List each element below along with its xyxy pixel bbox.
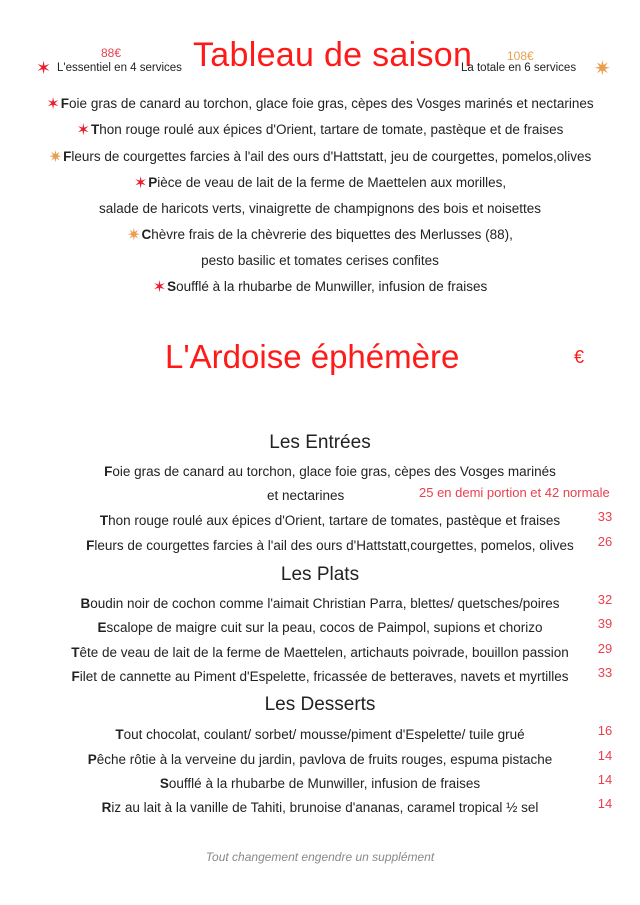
page-title: Tableau de saison — [193, 36, 473, 74]
tasting-item-text: Pièce de veau de lait de la ferme de Maettelen aux morilles, — [148, 175, 507, 190]
essentiel-price: 88€ — [101, 46, 122, 60]
entrees-item — [10, 512, 640, 530]
tasting-item-text: Fleurs de courgettes farcies à l'ail des ours d'Hattstatt, jeu de courgettes, pomelos,olives — [63, 149, 592, 164]
totale-label: La totale en 6 services — [461, 62, 577, 74]
desserts-item — [0, 799, 640, 817]
red-star-icon: ✶ — [152, 279, 167, 296]
currency-symbol: € — [574, 347, 585, 367]
desserts-heading: Les Desserts — [264, 694, 376, 715]
dish-price: 25 en demi portion et 42 normale — [419, 485, 610, 500]
dish-price: 14 — [597, 796, 613, 811]
tasting-item — [0, 174, 640, 193]
red-star-icon: ✶ — [46, 96, 60, 113]
dish-price: 16 — [597, 723, 613, 738]
tasting-item-text: Chèvre frais de la chèvrerie des biquettes des Merlusses (88), — [141, 227, 513, 242]
dish-name: Pêche rôtie à la verveine du jardin, pavlova de fruits rouges, espuma pistache — [87, 752, 553, 767]
entrees-heading: Les Entrées — [269, 432, 371, 453]
red-star-icon: ✶ — [76, 122, 91, 139]
tasting-item-text: Thon rouge roulé aux épices d'Orient, tartare de tomate, pastèque et de fraises — [91, 122, 564, 137]
tasting-item — [0, 226, 640, 245]
dish-name: Thon rouge roulé aux épices d'Orient, tartare de tomates, pastèque et fraises — [99, 513, 561, 528]
essentiel-label: L'essentiel en 4 services — [57, 62, 182, 74]
desserts-item — [0, 751, 640, 769]
red-star-icon: ✶ — [36, 58, 52, 78]
dish-price: 14 — [597, 748, 613, 763]
footer-note: Tout changement engendre un supplément — [205, 850, 435, 864]
dish-name-continued: et nectarines — [267, 488, 345, 503]
ardoise-title: L'Ardoise éphémère — [165, 338, 460, 375]
tasting-item — [0, 121, 640, 140]
dish-name: Tout chocolat, coulant/ sorbet/ mousse/piment d'Espelette/ tuile grué — [115, 727, 525, 742]
dish-name: Riz au lait à la vanille de Tahiti, brunoise d'ananas, caramel tropical ½ sel — [101, 800, 539, 815]
tasting-item — [0, 148, 640, 167]
totale-price: 108€ — [507, 49, 534, 63]
dish-price: 14 — [597, 772, 613, 787]
dish-name: Boudin noir de cochon comme l'aimait Christian Parra, blettes/ quetsches/poires — [80, 596, 560, 611]
desserts-item — [0, 726, 640, 744]
dish-price: 32 — [597, 592, 613, 607]
tasting-item-text: Foie gras de canard au torchon, glace foie gras, cèpes des Vosges marinés et nectarines — [60, 96, 594, 111]
dish-name: Foie gras de canard au torchon, glace foie gras, cèpes des Vosges marinés — [104, 464, 556, 479]
dish-name: Fleurs de courgettes farcies à l'ail des ours d'Hattstatt,courgettes, pomelos, olives — [86, 538, 574, 553]
entrees-item — [10, 537, 640, 555]
desserts-item — [0, 775, 640, 793]
tasting-item — [0, 95, 640, 114]
tasting-item — [0, 200, 640, 218]
tasting-item-text: Soufflé à la rhubarbe de Munwiller, infusion de fraises — [167, 279, 488, 294]
gold-star-icon: ✷ — [594, 58, 611, 80]
red-star-icon: ✶ — [133, 175, 148, 192]
dish-price: 29 — [597, 641, 613, 656]
plats-item — [0, 595, 640, 613]
tasting-item-text: pesto basilic et tomates cerises confites — [201, 253, 439, 268]
plats-item — [0, 668, 640, 686]
gold-star-icon: ✷ — [48, 149, 63, 166]
entrees-item — [10, 463, 640, 481]
dish-price: 39 — [597, 616, 613, 631]
dish-name: Filet de cannette au Piment d'Espelette, fricassée de betteraves, navets et myrtilles — [71, 669, 569, 684]
plats-item — [0, 644, 640, 662]
dish-name: Soufflé à la rhubarbe de Munwiller, infusion de fraises — [159, 776, 481, 791]
tasting-item — [0, 252, 640, 270]
dish-price: 33 — [597, 665, 613, 680]
plats-item — [0, 619, 640, 637]
dish-price: 33 — [597, 509, 613, 524]
plats-heading: Les Plats — [280, 564, 360, 585]
dish-name: Escalope de maigre cuit sur la peau, cocos de Paimpol, supions et chorizo — [97, 620, 543, 635]
dish-name: Tête de veau de lait de la ferme de Maettelen, artichauts poivrade, bouillon passion — [71, 645, 569, 660]
tasting-item — [0, 278, 640, 297]
gold-star-icon: ✷ — [127, 227, 141, 244]
tasting-item-text: salade de haricots verts, vinaigrette de champignons des bois et noisettes — [98, 201, 541, 216]
dish-price: 26 — [597, 534, 613, 549]
